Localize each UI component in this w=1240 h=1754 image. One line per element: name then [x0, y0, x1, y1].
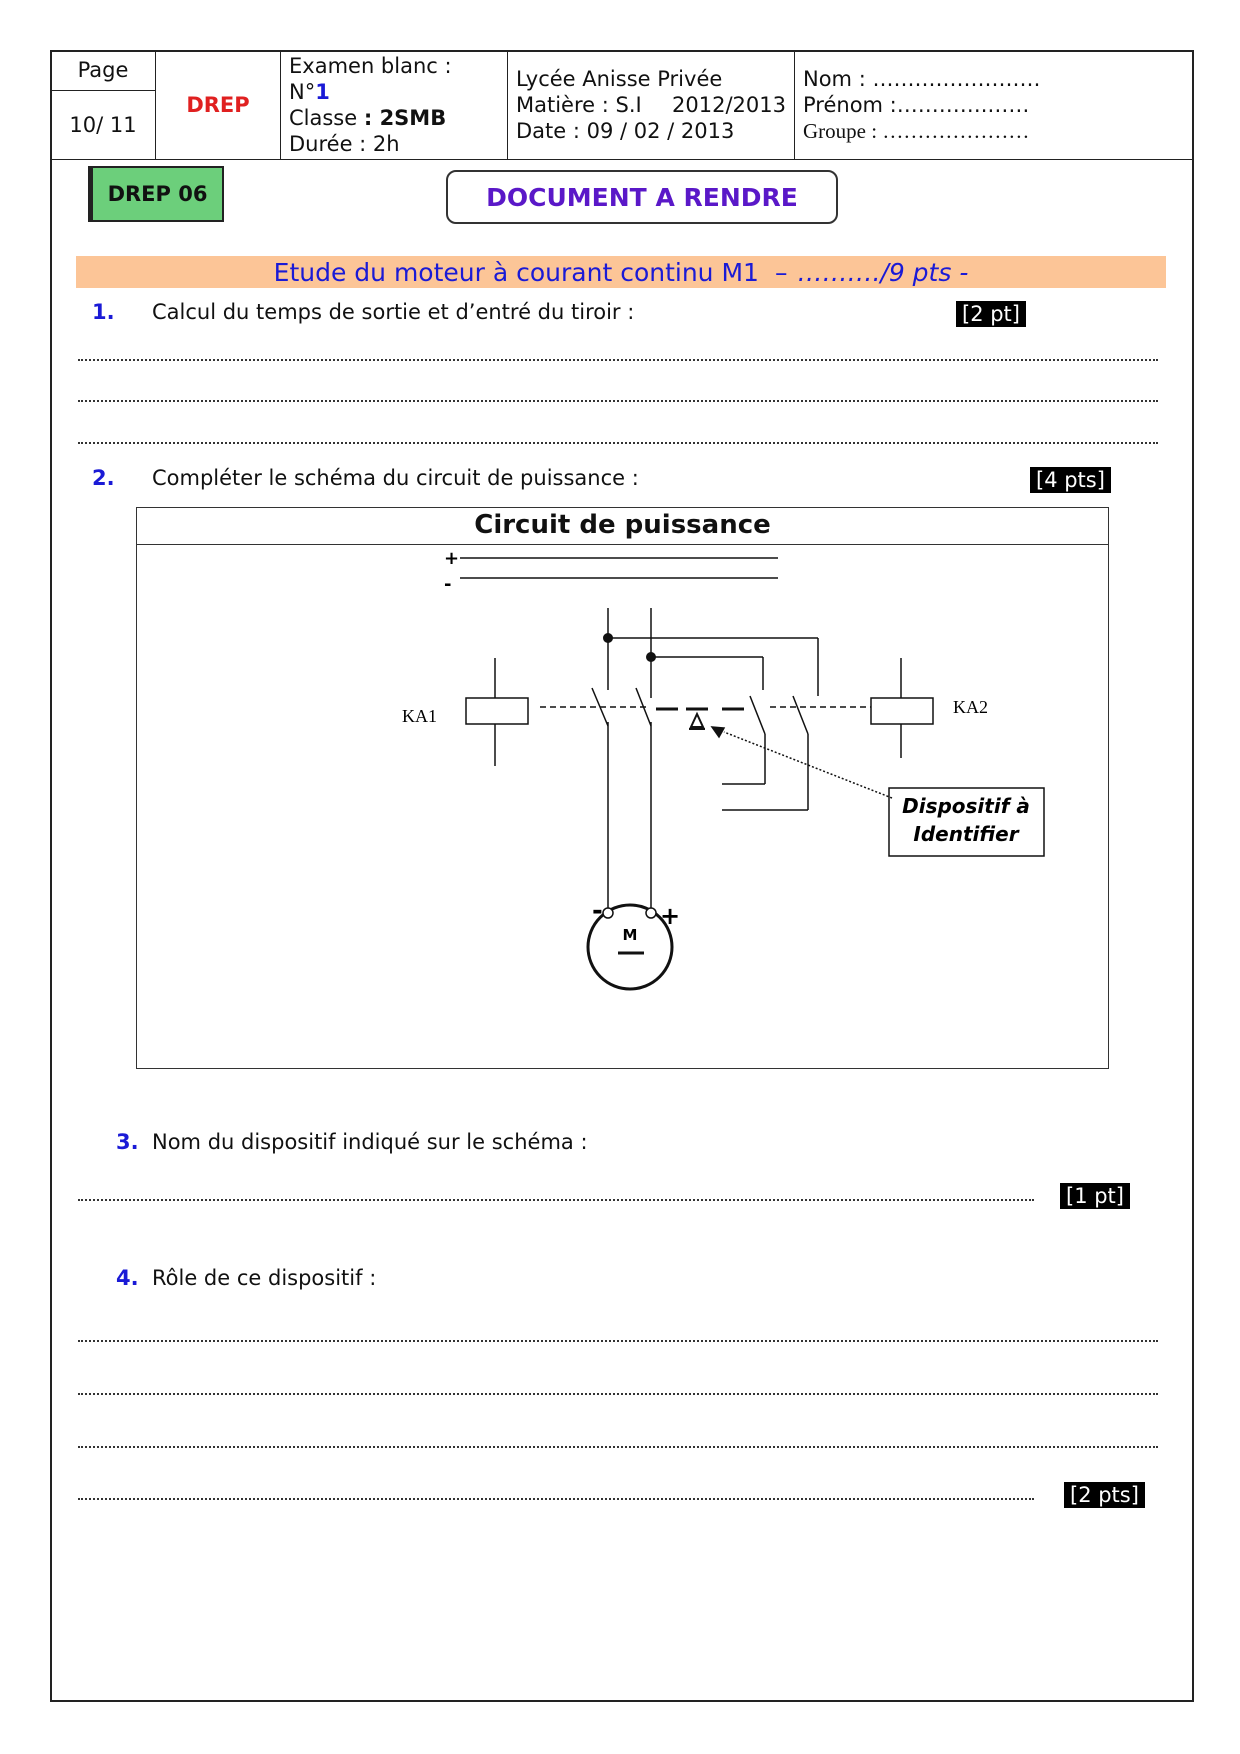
question-2-points: [4 pts] — [1030, 467, 1111, 493]
ka2-contact — [750, 696, 765, 734]
device-label-line2: Identifier — [913, 822, 1019, 846]
question-1-number: 1. — [92, 300, 115, 324]
section-score: ………./9 pts - — [797, 257, 969, 287]
question-3-text: Nom du dispositif indiqué sur le schéma : — [152, 1130, 588, 1154]
minus-label: - — [444, 574, 452, 595]
exam-prefix: Examen blanc : N° — [289, 54, 452, 104]
prenom-field: Prénom :………….…… — [803, 93, 1030, 117]
ka2-label: KA2 — [953, 697, 988, 717]
plus-label: + — [444, 548, 460, 569]
drep-tag-label: DREP 06 — [107, 182, 208, 206]
junction-dot — [646, 652, 656, 662]
question-2-text: Compléter le schéma du circuit de puissance : — [152, 466, 639, 490]
groupe-field: Groupe : ………………… — [803, 119, 1030, 143]
page-number: 10/ 11 — [51, 90, 156, 160]
duree: Durée : 2h — [289, 132, 400, 156]
junction-dot — [603, 633, 613, 643]
ka1-coil — [466, 698, 528, 724]
question-3-number: 3. — [116, 1130, 139, 1154]
classe-value: : 2SMB — [363, 106, 447, 130]
classe-label: Classe — [289, 106, 358, 130]
ka2-coil — [871, 698, 933, 724]
device-pointer-arrow — [712, 727, 724, 737]
interlock-symbol — [691, 714, 703, 727]
question-4-points: [2 pts] — [1064, 1482, 1145, 1508]
page-label: Page — [51, 51, 156, 91]
circuit-title: Circuit de puissance — [474, 510, 771, 540]
answer-line[interactable] — [78, 1340, 1158, 1342]
section-dash: – — [774, 257, 788, 287]
document-title: DOCUMENT A RENDRE — [486, 182, 798, 212]
motor-label: M — [622, 926, 638, 944]
answer-line[interactable] — [78, 1199, 1034, 1201]
question-1-points: [2 pt] — [956, 301, 1026, 327]
school-name: Lycée Anisse Privée — [516, 67, 723, 91]
motor-minus-label: - — [592, 896, 603, 926]
question-1-text: Calcul du temps de sortie et d’entré du tiroir : — [152, 300, 635, 324]
ka1-label: KA1 — [402, 706, 437, 726]
school-year: 2012/2013 — [672, 93, 786, 117]
section-title: Etude du moteur à courant continu M1 — [273, 257, 759, 287]
question-4-text: Rôle de ce dispositif : — [152, 1266, 377, 1290]
device-label-line1: Dispositif à — [902, 794, 1030, 818]
exam-number: 1 — [315, 80, 330, 104]
drep-label: DREP — [156, 51, 281, 160]
motor-plus-label: + — [660, 902, 681, 930]
answer-line[interactable] — [78, 1498, 1034, 1500]
answer-line[interactable] — [78, 1393, 1158, 1395]
answer-line[interactable] — [78, 1446, 1158, 1448]
motor-terminal-plus — [646, 908, 656, 918]
matiere: Matière : S.I — [516, 93, 642, 117]
question-2-number: 2. — [92, 466, 115, 490]
motor-terminal-minus — [603, 908, 613, 918]
ka2-contact — [793, 696, 808, 734]
question-4-number: 4. — [116, 1266, 139, 1290]
question-3-points: [1 pt] — [1060, 1183, 1130, 1209]
exam-date: Date : 09 / 02 / 2013 — [516, 119, 735, 143]
nom-field: Nom : …………………… — [803, 67, 1041, 91]
